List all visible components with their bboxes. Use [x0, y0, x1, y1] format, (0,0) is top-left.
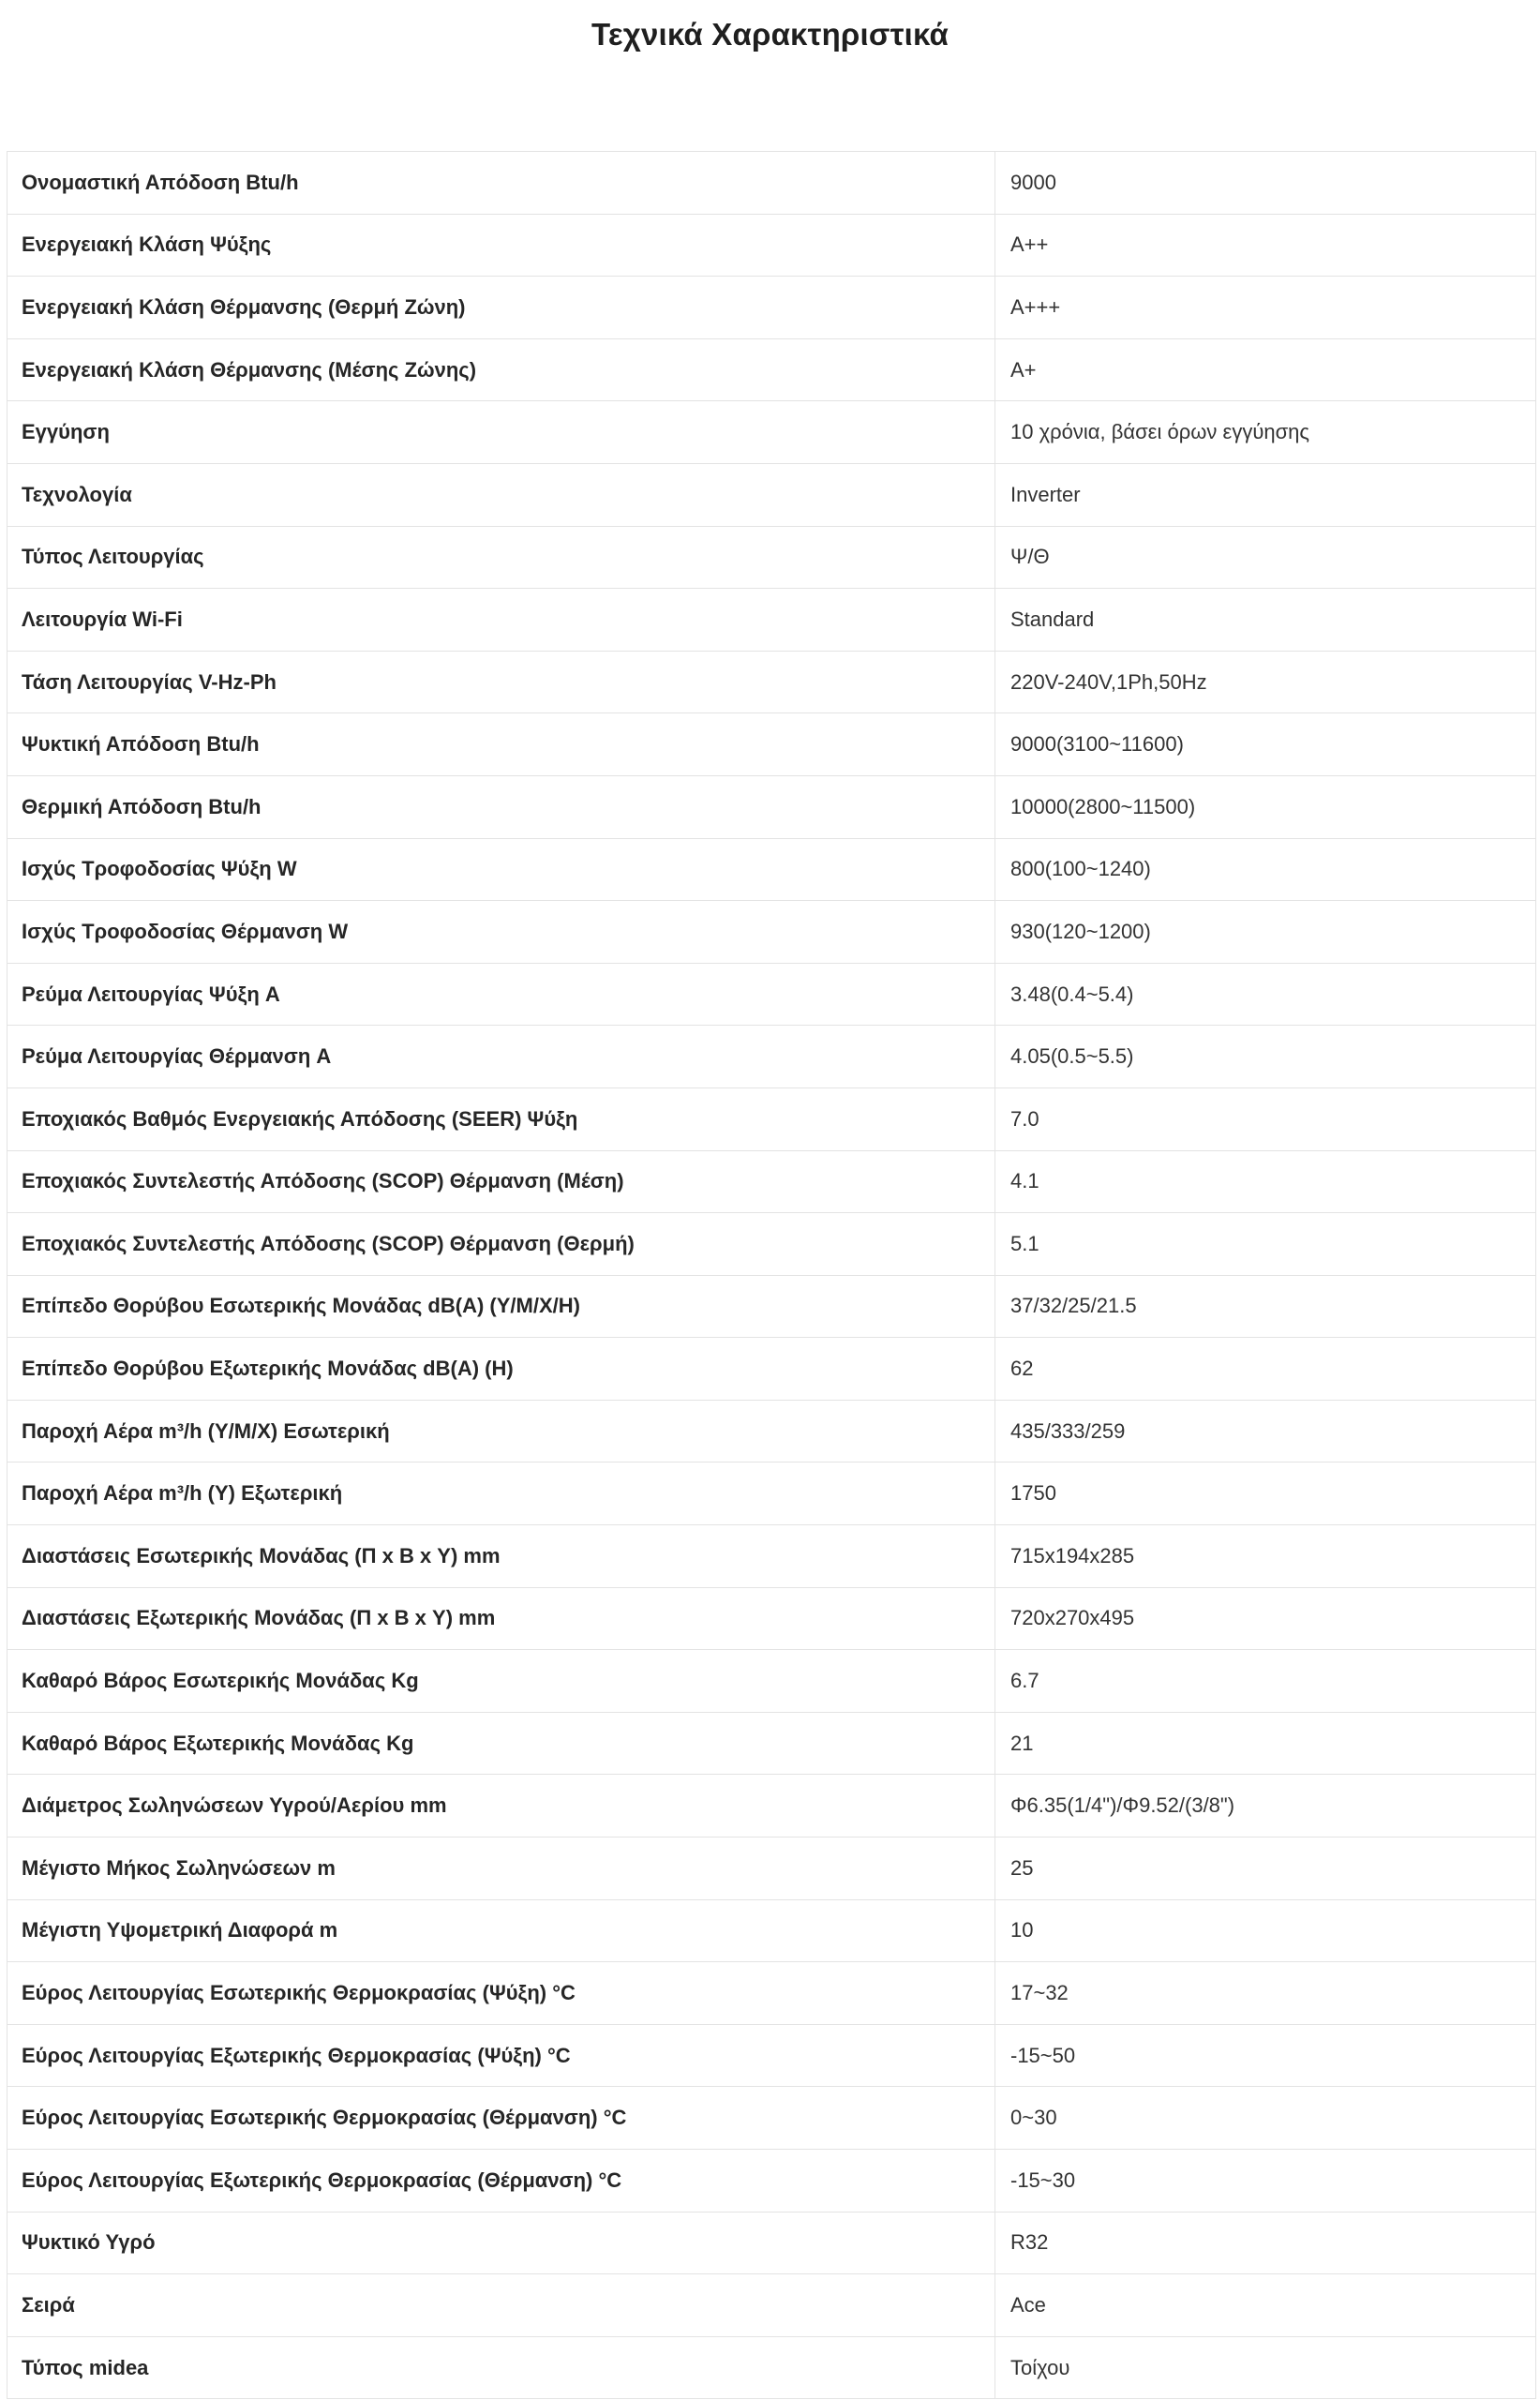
spec-value: Ψ/Θ [1010, 545, 1050, 569]
table-row [7, 713, 1535, 776]
spec-value: A+++ [1010, 294, 1061, 319]
table-row [7, 1525, 1535, 1588]
table-row [7, 1401, 1535, 1463]
spec-value: 7.0 [1010, 1106, 1039, 1131]
spec-value: A++ [1010, 232, 1049, 257]
spec-value: 3.48(0.4~5.4) [1010, 982, 1134, 1006]
spec-label: Εποχιακός Συντελεστής Απόδοσης (SCOP) Θέρμανση (Θερμή) [7, 1213, 995, 1275]
spec-value: 62 [1010, 1357, 1034, 1381]
spec-label: Επίπεδο Θορύβου Εξωτερικής Μονάδας dB(A) (Η) [7, 1338, 995, 1400]
table-row [7, 1276, 1535, 1339]
spec-value: -15~30 [1010, 2168, 1076, 2192]
spec-value: 21 [1010, 1731, 1034, 1755]
spec-value: 9000 [1010, 170, 1056, 194]
spec-label: Διαστάσεις Εσωτερικής Μονάδας (Π x Β x Υ) mm [7, 1525, 995, 1587]
spec-value: Φ6.35(1/4")/Φ9.52/(3/8") [1010, 1793, 1235, 1818]
table-row [7, 652, 1535, 714]
table-row [7, 1775, 1535, 1838]
spec-value: 10 [1010, 1918, 1034, 1942]
table-row [7, 1151, 1535, 1214]
spec-value: Ace [1010, 2292, 1046, 2317]
spec-label: Καθαρό Βάρος Εσωτερικής Μονάδας Kg [7, 1650, 995, 1712]
spec-label: Επίπεδο Θορύβου Εσωτερικής Μονάδας dB(A) (Υ/Μ/Χ/Η) [7, 1276, 995, 1338]
spec-label: Μέγιστο Μήκος Σωληνώσεων m [7, 1838, 995, 1899]
spec-label: Θερμική Απόδοση Btu/h [7, 776, 995, 838]
table-row [7, 527, 1535, 590]
spec-value: 17~32 [1010, 1981, 1069, 2005]
table-row [7, 1026, 1535, 1088]
spec-value: Τοίχου [1010, 2355, 1070, 2379]
spec-label: Εποχιακός Βαθμός Ενεργειακής Απόδοσης (SEER) Ψύξη [7, 1088, 995, 1150]
spec-value: 10000(2800~11500) [1010, 794, 1196, 818]
table-row [7, 464, 1535, 527]
table-row [7, 1900, 1535, 1963]
spec-label: Τεχνολογία [7, 464, 995, 526]
spec-value: 10 χρόνια, βάσει όρων εγγύησης [1010, 420, 1309, 444]
spec-label: Ενεργειακή Κλάση Θέρμανσης (Θερμή Ζώνη) [7, 277, 995, 338]
table-row [7, 2087, 1535, 2150]
table-row [7, 1338, 1535, 1401]
spec-value: 220V-240V,1Ph,50Hz [1010, 669, 1207, 694]
table-row [7, 2337, 1535, 2400]
spec-label: Διαστάσεις Εξωτερικής Μονάδας (Π x Β x Υ) mm [7, 1588, 995, 1650]
spec-label: Τάση Λειτουργίας V-Hz-Ph [7, 652, 995, 713]
spec-label: Σειρά [7, 2274, 995, 2336]
table-row [7, 776, 1535, 839]
spec-label: Καθαρό Βάρος Εξωτερικής Μονάδας Kg [7, 1713, 995, 1775]
table-row [7, 1462, 1535, 1525]
spec-value: 720x270x495 [1010, 1606, 1135, 1630]
spec-value: 0~30 [1010, 2106, 1057, 2130]
spec-value: 4.05(0.5~5.5) [1010, 1044, 1134, 1069]
spec-value: 37/32/25/21.5 [1010, 1294, 1137, 1318]
table-row [7, 2150, 1535, 2212]
page-title: Τεχνικά Χαρακτηριστικά [591, 17, 949, 52]
spec-label: Εύρος Λειτουργίας Εσωτερικής Θερμοκρασίας (Ψύξη) °C [7, 1962, 995, 2024]
spec-label: Ψυκτικό Υγρό [7, 2212, 995, 2274]
spec-value: R32 [1010, 2230, 1049, 2255]
spec-label: Ισχύς Τροφοδοσίας Ψύξη W [7, 839, 995, 901]
spec-value: A+ [1010, 357, 1037, 382]
table-row [7, 1213, 1535, 1276]
spec-label: Εύρος Λειτουργίας Εξωτερικής Θερμοκρασίας (Θέρμανση) °C [7, 2150, 995, 2212]
spec-label: Εύρος Λειτουργίας Εξωτερικής Θερμοκρασίας (Ψύξη) °C [7, 2025, 995, 2087]
spec-value: -15~50 [1010, 2043, 1076, 2067]
specs-table [7, 151, 1536, 2399]
spec-label: Εποχιακός Συντελεστής Απόδοσης (SCOP) Θέρμανση (Μέση) [7, 1151, 995, 1213]
spec-value: 25 [1010, 1855, 1034, 1880]
spec-label: Παροχή Αέρα m³/h (Υ/Μ/Χ) Εσωτερική [7, 1401, 995, 1462]
table-row [7, 1588, 1535, 1651]
spec-value: Standard [1010, 607, 1095, 631]
spec-label: Ρεύμα Λειτουργίας Θέρμανση A [7, 1026, 995, 1088]
spec-label: Μέγιστη Υψομετρική Διαφορά m [7, 1900, 995, 1962]
spec-label: Διάμετρος Σωληνώσεων Υγρού/Αερίου mm [7, 1775, 995, 1837]
table-row [7, 2274, 1535, 2337]
table-row [7, 1650, 1535, 1713]
spec-label: Τύπος Λειτουργίας [7, 527, 995, 589]
table-row [7, 152, 1535, 215]
spec-value: Inverter [1010, 482, 1081, 506]
spec-value: 800(100~1240) [1010, 857, 1151, 881]
spec-label: Παροχή Αέρα m³/h (Υ) Εξωτερική [7, 1462, 995, 1524]
table-row [7, 839, 1535, 902]
table-row [7, 964, 1535, 1027]
table-row [7, 215, 1535, 278]
table-row [7, 1713, 1535, 1776]
table-row [7, 401, 1535, 464]
spec-label: Ψυκτική Απόδοση Btu/h [7, 713, 995, 775]
spec-label: Ενεργειακή Κλάση Ψύξης [7, 215, 995, 277]
spec-value: 715x194x285 [1010, 1543, 1135, 1568]
spec-label: Λειτουργία Wi-Fi [7, 589, 995, 651]
table-row [7, 901, 1535, 964]
spec-value: 5.1 [1010, 1231, 1039, 1255]
spec-label: Ονομαστική Απόδοση Btu/h [7, 152, 995, 214]
table-row [7, 339, 1535, 402]
table-row [7, 2025, 1535, 2088]
spec-label: Εγγύηση [7, 401, 995, 463]
spec-value: 1750 [1010, 1481, 1056, 1506]
table-row [7, 589, 1535, 652]
table-row [7, 1838, 1535, 1900]
table-row [7, 1088, 1535, 1151]
table-row [7, 277, 1535, 339]
spec-value: 930(120~1200) [1010, 919, 1151, 943]
spec-label: Τύπος midea [7, 2337, 995, 2399]
table-row [7, 1962, 1535, 2025]
spec-value: 4.1 [1010, 1169, 1039, 1193]
table-row [7, 2212, 1535, 2275]
spec-value: 435/333/259 [1010, 1418, 1126, 1443]
spec-label: Εύρος Λειτουργίας Εσωτερικής Θερμοκρασίας (Θέρμανση) °C [7, 2087, 995, 2149]
spec-value: 9000(3100~11600) [1010, 732, 1184, 757]
spec-label: Ενεργειακή Κλάση Θέρμανσης (Μέσης Ζώνης) [7, 339, 995, 401]
spec-value: 6.7 [1010, 1669, 1039, 1693]
spec-label: Ρεύμα Λειτουργίας Ψύξη A [7, 964, 995, 1026]
spec-label: Ισχύς Τροφοδοσίας Θέρμανση W [7, 901, 995, 963]
